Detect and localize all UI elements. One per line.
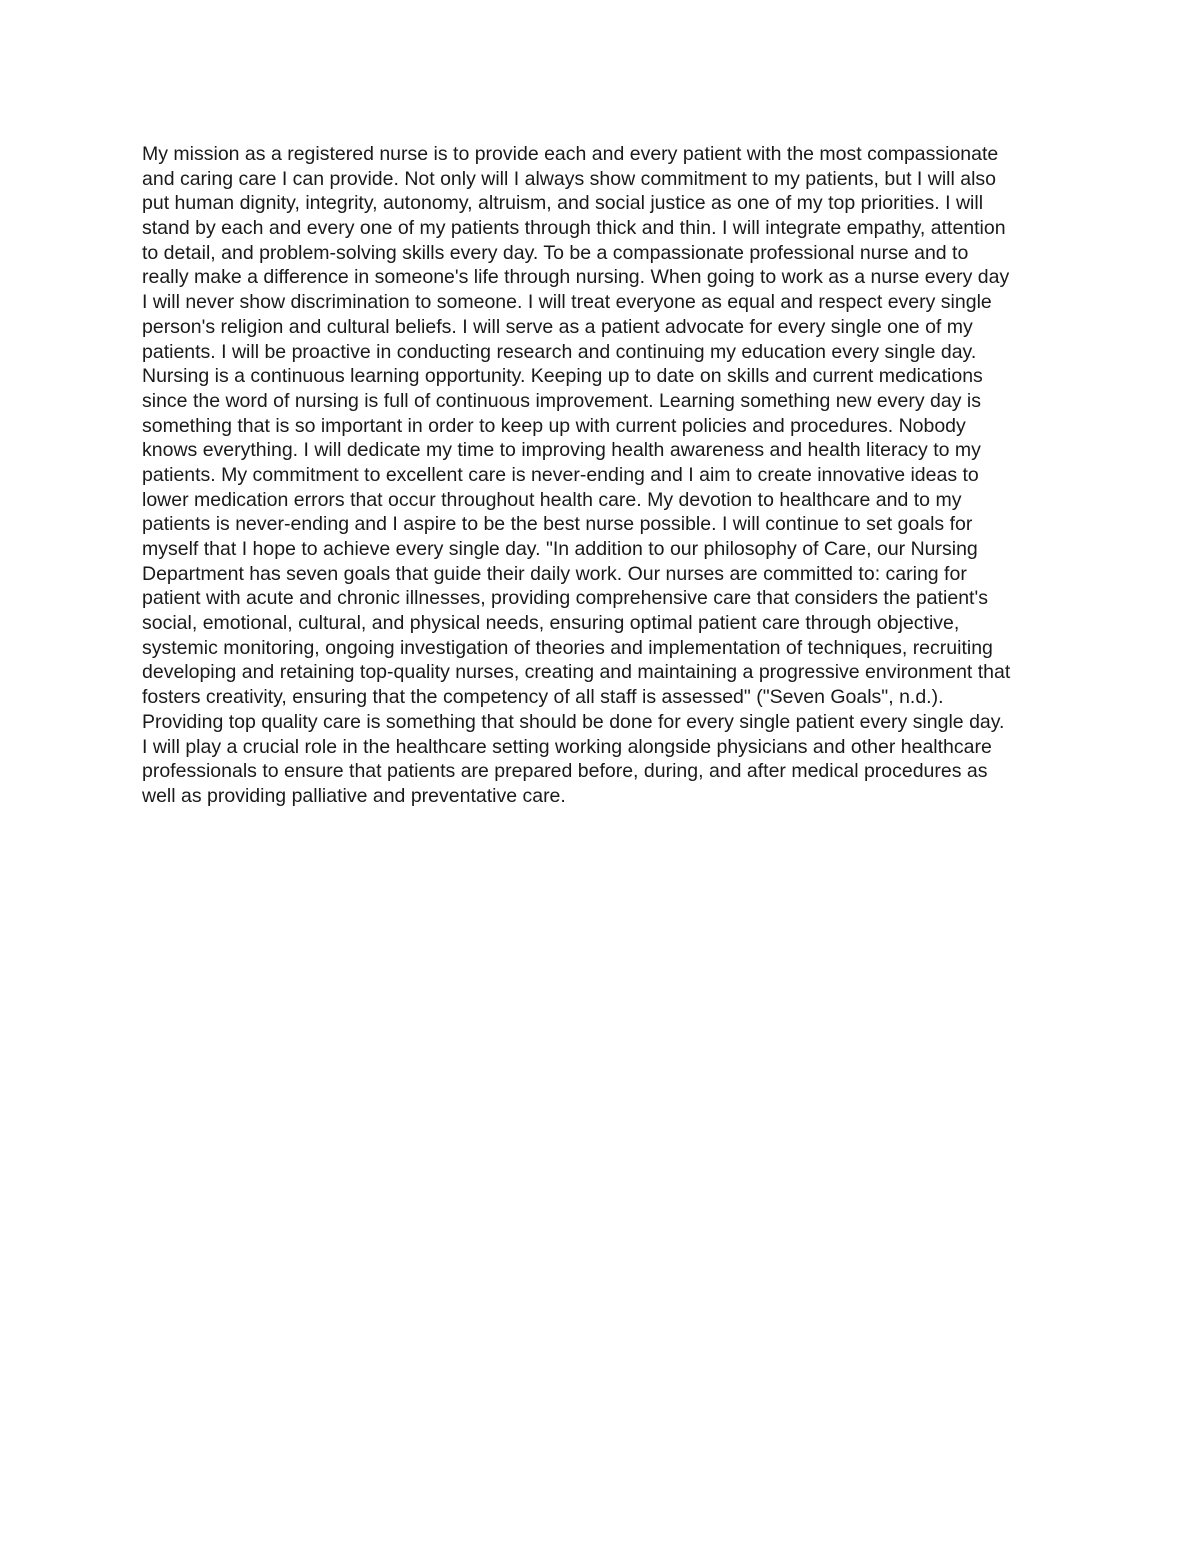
paragraph-line: myself that I hope to achieve every single day. "In addition to our philosophy of Care, our Nursing bbox=[142, 538, 978, 560]
paragraph-line: knows everything. I will dedicate my time to improving health awareness and health literacy to my bbox=[142, 439, 981, 462]
paragraph-line: to detail, and problem-solving skills every day. To be a compassionate professional nurse and to bbox=[142, 241, 969, 264]
paragraph-line: fosters creativity, ensuring that the competency of all staff is assessed" ("Seven Goals", n.d.). bbox=[142, 686, 944, 709]
paragraph-line: Providing top quality care is something that should be done for every single patient every single day. bbox=[142, 710, 1005, 733]
paragraph-line: really make a difference in someone's life through nursing. When going to work as a nurse every day bbox=[142, 266, 1010, 289]
paragraph-line: lower medication errors that occur throughout health care. My devotion to healthcare and to my bbox=[142, 488, 962, 511]
paragraph-line: My mission as a registered nurse is to provide each and every patient with the most compassionate bbox=[142, 143, 999, 165]
paragraph-line: and caring care I can provide. Not only will I always show commitment to my patients, but I will also bbox=[142, 167, 997, 190]
paragraph-line: patient with acute and chronic illnesses, providing comprehensive care that considers the patient's bbox=[142, 587, 988, 610]
body-paragraph bbox=[142, 142, 1072, 809]
paragraph-line: developing and retaining top-quality nurses, creating and maintaining a progressive environment that bbox=[142, 661, 1011, 684]
paragraph-line: I will play a crucial role in the healthcare setting working alongside physicians and other healthcare bbox=[142, 735, 992, 758]
paragraph-line: well as providing palliative and preventative care. bbox=[142, 784, 566, 807]
paragraph-line: something that is so important in order to keep up with current policies and procedures. Nobody bbox=[142, 414, 966, 437]
paragraph-line: I will never show discrimination to someone. I will treat everyone as equal and respect every single bbox=[142, 291, 992, 314]
paragraph-line: social, emotional, cultural, and physical needs, ensuring optimal patient care through objective, bbox=[142, 612, 960, 635]
paragraph-line: Nursing is a continuous learning opportunity. Keeping up to date on skills and current medications bbox=[142, 365, 983, 388]
paragraph-line: Department has seven goals that guide their daily work. Our nurses are committed to: caring for bbox=[142, 562, 967, 585]
paragraph-line: since the word of nursing is full of continuous improvement. Learning something new every day is bbox=[142, 389, 981, 412]
paragraph-line: professionals to ensure that patients are prepared before, during, and after medical procedures as bbox=[142, 760, 988, 783]
paragraph-line: person's religion and cultural beliefs. I will serve as a patient advocate for every single one of my bbox=[142, 315, 973, 338]
paragraph-line: stand by each and every one of my patients through thick and thin. I will integrate empathy, attention bbox=[142, 217, 1006, 240]
paragraph-line: patients. I will be proactive in conducting research and continuing my education every single day. bbox=[142, 340, 977, 363]
paragraph-line: systemic monitoring, ongoing investigation of theories and implementation of techniques, recruiting bbox=[142, 636, 993, 659]
paragraph-line: patients is never-ending and I aspire to be the best nurse possible. I will continue to set goals for bbox=[142, 513, 973, 536]
paragraph-line: put human dignity, integrity, autonomy, altruism, and social justice as one of my top priorities. I will bbox=[142, 192, 984, 215]
paragraph-line: patients. My commitment to excellent care is never-ending and I aim to create innovative ideas to bbox=[142, 463, 979, 486]
